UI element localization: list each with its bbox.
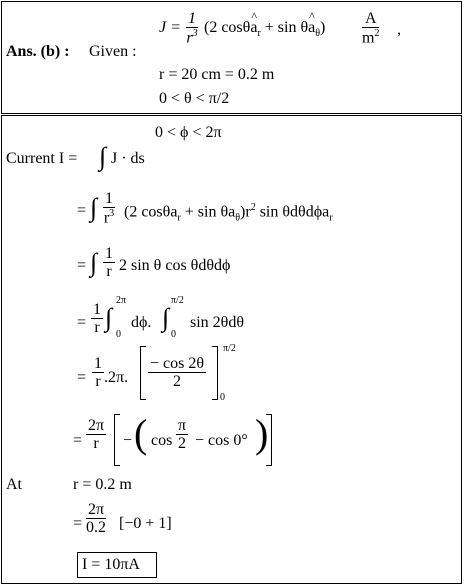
integral-sign-2: ∫ bbox=[90, 193, 98, 222]
integral-sign-4a: ∫ bbox=[105, 303, 113, 332]
given-panel bbox=[1, 1, 462, 114]
fraction-one-over-r3-2 bbox=[103, 191, 115, 226]
given-label: Given : bbox=[89, 43, 137, 60]
exponent: 3 bbox=[192, 28, 198, 39]
numerator-4: 1 bbox=[93, 301, 101, 318]
left-paren-6: ( bbox=[134, 411, 148, 456]
equals-2: = bbox=[77, 202, 87, 219]
lower-limit-0-5: 0 bbox=[220, 392, 225, 403]
denominator-r: r bbox=[186, 29, 193, 47]
equals-3: = bbox=[77, 257, 87, 274]
vector-expression bbox=[204, 20, 325, 39]
line2-sub-theta: θ bbox=[235, 212, 241, 224]
unit-fraction bbox=[362, 11, 379, 46]
line2-sub-r2: r bbox=[329, 212, 333, 224]
comma: , bbox=[397, 21, 401, 38]
line3-expression: 2 sin θ cos θdθdϕ bbox=[119, 257, 231, 274]
expr-part1: (2 cosθ bbox=[204, 19, 251, 36]
denominator-2: $r^3$ bbox=[103, 208, 115, 227]
line2-expression bbox=[124, 203, 333, 224]
equals-6: = bbox=[73, 432, 83, 449]
equals-4: = bbox=[77, 314, 87, 331]
line2-part1: (2 cosθa bbox=[124, 203, 178, 221]
unit-exponent: 2 bbox=[374, 28, 380, 39]
at-value: r = 0.2 m bbox=[73, 476, 132, 493]
line8-tail: [−0 + 1] bbox=[119, 515, 172, 532]
upper-limit-pi2: π/2 bbox=[171, 295, 184, 306]
fraction-2pi-over-r bbox=[86, 418, 106, 452]
integral-sign-3: ∫ bbox=[90, 248, 98, 277]
denominator-5: r bbox=[95, 373, 101, 390]
numerator: 1 bbox=[188, 10, 196, 27]
denominator-two: 2 bbox=[173, 373, 181, 390]
subscript-r: r bbox=[257, 28, 261, 40]
right-bracket-6 bbox=[266, 414, 272, 466]
minus-6: − bbox=[123, 432, 133, 449]
fraction-one-over-r-4 bbox=[91, 302, 103, 336]
fraction-cos2theta bbox=[148, 356, 206, 390]
denominator-2-6: 2 bbox=[178, 435, 187, 452]
integrand-j-ds: J · ds bbox=[111, 150, 145, 167]
line2-exp: 2 bbox=[250, 202, 256, 213]
line6-cos: cos bbox=[151, 432, 173, 449]
denominator-02: 0.2 bbox=[86, 519, 107, 536]
numerator-2pi-8: 2π bbox=[88, 501, 105, 518]
left-bracket-6 bbox=[114, 414, 120, 466]
equals-8: = bbox=[73, 515, 83, 532]
right-paren-6: ) bbox=[255, 411, 269, 456]
denominator-3: r bbox=[106, 263, 112, 280]
right-bracket-5 bbox=[212, 346, 218, 400]
unit-vector-atheta: ^ a bbox=[308, 19, 315, 36]
unit-vector-ar: ^ a bbox=[250, 19, 257, 36]
final-answer: I = 10πA bbox=[82, 556, 140, 573]
j-definition: J = bbox=[159, 19, 181, 36]
phi-range: 0 < ϕ < 2π bbox=[155, 124, 222, 141]
fraction-one-over-r3 bbox=[186, 11, 198, 46]
upper-limit-pi2-5: π/2 bbox=[223, 343, 236, 354]
lower-limit-0b: 0 bbox=[171, 329, 176, 340]
denominator-4: r bbox=[94, 319, 100, 336]
line2-part3: )r bbox=[240, 203, 251, 221]
numerator-2pi: 2π bbox=[88, 417, 105, 434]
equals-5: = bbox=[77, 369, 87, 386]
current-label: Current I = bbox=[6, 150, 78, 167]
line4-dphi: dϕ. bbox=[131, 314, 152, 331]
line2-part2: + sin θa bbox=[180, 203, 236, 221]
line2-sub-r: r bbox=[177, 212, 181, 224]
fraction-pi-over-2 bbox=[176, 418, 188, 452]
line2-part4: sin θdθdϕa bbox=[255, 203, 330, 221]
numerator-2: 1 bbox=[105, 190, 113, 207]
theta-range: 0 < θ < π/2 bbox=[159, 90, 230, 107]
integral-sign-4b: ∫ bbox=[162, 303, 170, 332]
left-bracket-5 bbox=[140, 346, 146, 400]
numerator-cos2theta: − cos 2θ bbox=[150, 355, 205, 372]
line4-sin2theta: sin 2θdθ bbox=[190, 314, 244, 331]
subscript-theta: θ bbox=[315, 28, 321, 40]
integral-sign: ∫ bbox=[99, 142, 107, 171]
r-value: r = 20 cm = 0.2 m bbox=[159, 66, 275, 83]
numerator-5: 1 bbox=[94, 355, 102, 372]
upper-limit-2pi: 2π bbox=[116, 295, 127, 306]
line5-2pi: .2π. bbox=[104, 369, 129, 386]
at-label: At bbox=[6, 476, 22, 493]
answer-label: Ans. (b) : bbox=[6, 43, 70, 60]
fraction-one-over-r-5 bbox=[92, 356, 104, 390]
close-paren: ) bbox=[320, 19, 326, 36]
numerator-pi: π bbox=[178, 417, 187, 434]
numerator-3: 1 bbox=[105, 245, 113, 262]
line6-tail: − cos 0° bbox=[195, 432, 248, 449]
denominator-r-6: r bbox=[93, 435, 99, 452]
unit-numerator: A bbox=[362, 11, 379, 28]
lower-limit-0a: 0 bbox=[116, 329, 121, 340]
fraction-2pi-over-02 bbox=[86, 502, 106, 536]
unit-denominator: m bbox=[362, 29, 375, 47]
fraction-one-over-r bbox=[103, 246, 115, 280]
expr-part2: + sin θ bbox=[260, 19, 309, 36]
